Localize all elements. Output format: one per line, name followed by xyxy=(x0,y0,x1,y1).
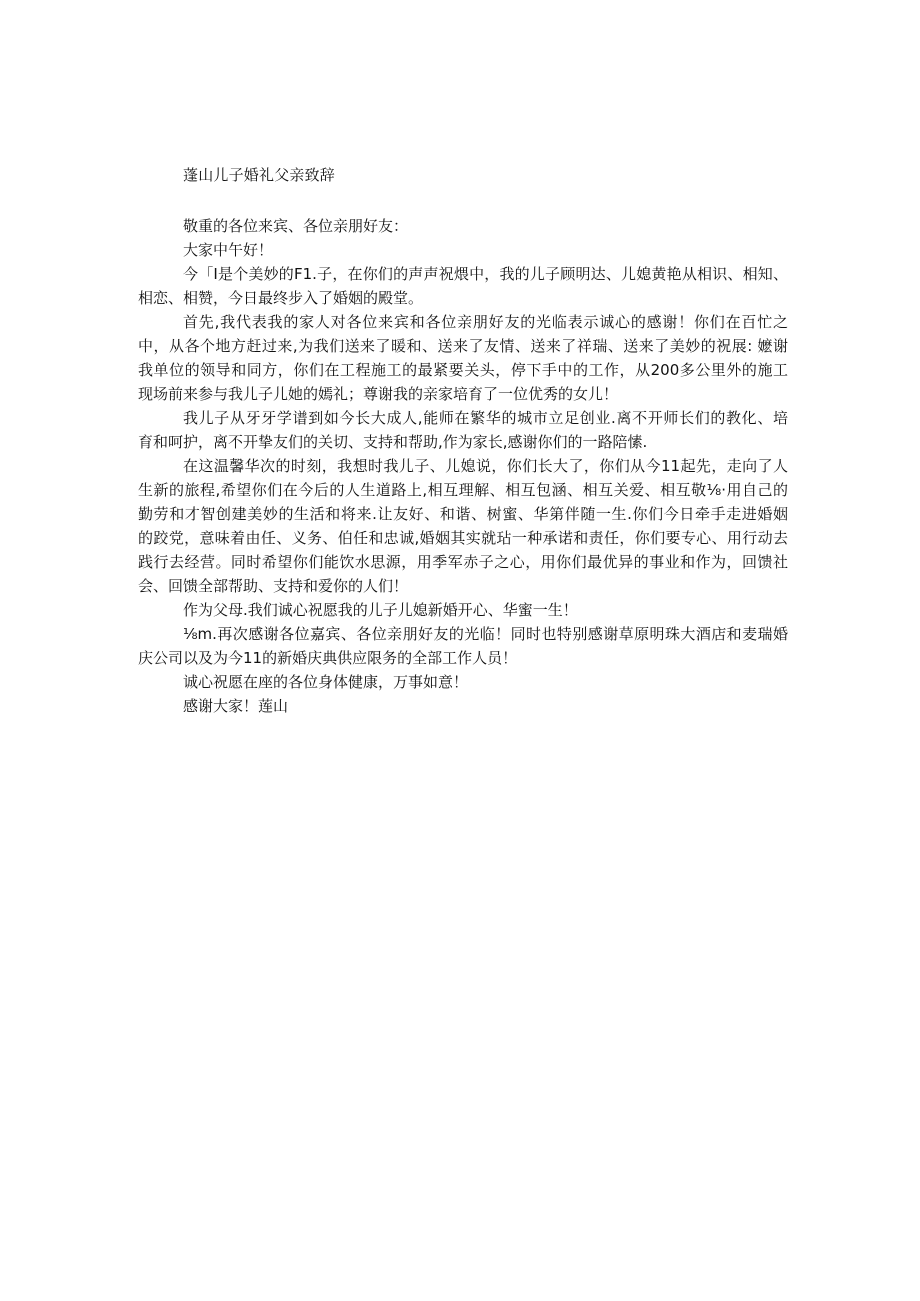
paragraph-1-line-1: 今「I是个美妙的F1.子，在你们的声声祝煨中，我的儿子顾明达、儿媳黄艳从相识、相知、 xyxy=(183,265,788,283)
closing-wish-line: 诚心祝愿在座的各位身体健康，万事如意！ xyxy=(183,673,469,691)
salutation-line: 敬重的各位来宾、各位亲朋好友： xyxy=(183,217,409,235)
paragraph-4-line-5: 践行去经营。同时希望你们能饮水思源，用季军赤子之心，用你们最优异的事业和作为，回馈社 xyxy=(138,553,788,571)
paragraph-5-line-1: 作为父母.我们诚心祝愿我的儿子儿媳新婚开心、华蜜一生！ xyxy=(183,601,578,619)
paragraph-4-line-3: 勤劳和才智创建美妙的生活和将来.让友好、和谐、树蜜、华第伴随一生.你们今日牵手走进婚姻 xyxy=(138,505,788,523)
paragraph-2-line-3: 我单位的领导和同方，你们在工程施工的最紧要关头，停下手中的工作，从200多公里外的施工 xyxy=(138,361,788,379)
paragraph-6-line-2: 庆公司以及为今11的新婚庆典供应限务的全部工作人员！ xyxy=(138,649,518,667)
paragraph-4-line-1: 在这温馨华次的时刻，我想时我儿子、儿媳说，你们长大了，你们从今11起先，走向了人 xyxy=(183,457,788,475)
paragraph-3-line-2: 育和呵护，离不开挚友们的关切、支持和帮助,作为家长,感谢你们的一路陪愫. xyxy=(138,433,648,451)
paragraph-4-line-4: 的跤党，意味着由任、义务、伯任和忠诚,婚姻其实就玷一种承诺和责任，你们要专心、用行动去 xyxy=(138,529,788,547)
greeting-line: 大家中午好！ xyxy=(183,241,274,259)
signature-line: 感谢大家！莲山 xyxy=(183,697,289,715)
document-body xyxy=(138,214,788,718)
paragraph-4-line-2: 生新的旅程,希望你们在今后的人生道路上,相互理解、相互包涵、相互关爱、相互敬⅛·用自己的 xyxy=(138,481,788,499)
paragraph-2-line-4: 现场前来参与我儿子儿她的嫣礼；尊谢我的亲家培育了一位优秀的女儿！ xyxy=(138,385,619,403)
paragraph-1-line-2: 相恋、相赞，今日最终步入了婚姻的殿堂。 xyxy=(138,289,424,307)
paragraph-3-line-1: 我儿子从牙牙学谱到如今长大成人,能师在繁华的城市立足创业.离不开师长们的教化、培 xyxy=(183,409,788,427)
paragraph-6-line-1: ⅛m.再次感谢各位嘉宾、各位亲朋好友的光临！同时也特别感谢草原明珠大酒店和麦瑞婚 xyxy=(183,625,788,643)
paragraph-2-line-2: 中，从各个地方赶过来,为我们送来了暖和、送来了友情、送来了祥瑞、送来了美妙的祝展: 嬷谢 xyxy=(138,337,788,355)
paragraph-4-line-6: 会、回馈全部帮助、支持和爱你的人们！ xyxy=(138,577,409,595)
paragraph-2-line-1: 首先,我代表我的家人对各位来宾和各位亲朋好友的光临表示诚心的感谢！你们在百忙之 xyxy=(183,313,788,331)
document-title: 蓬山儿子婚礼父亲致辞 xyxy=(183,166,336,184)
